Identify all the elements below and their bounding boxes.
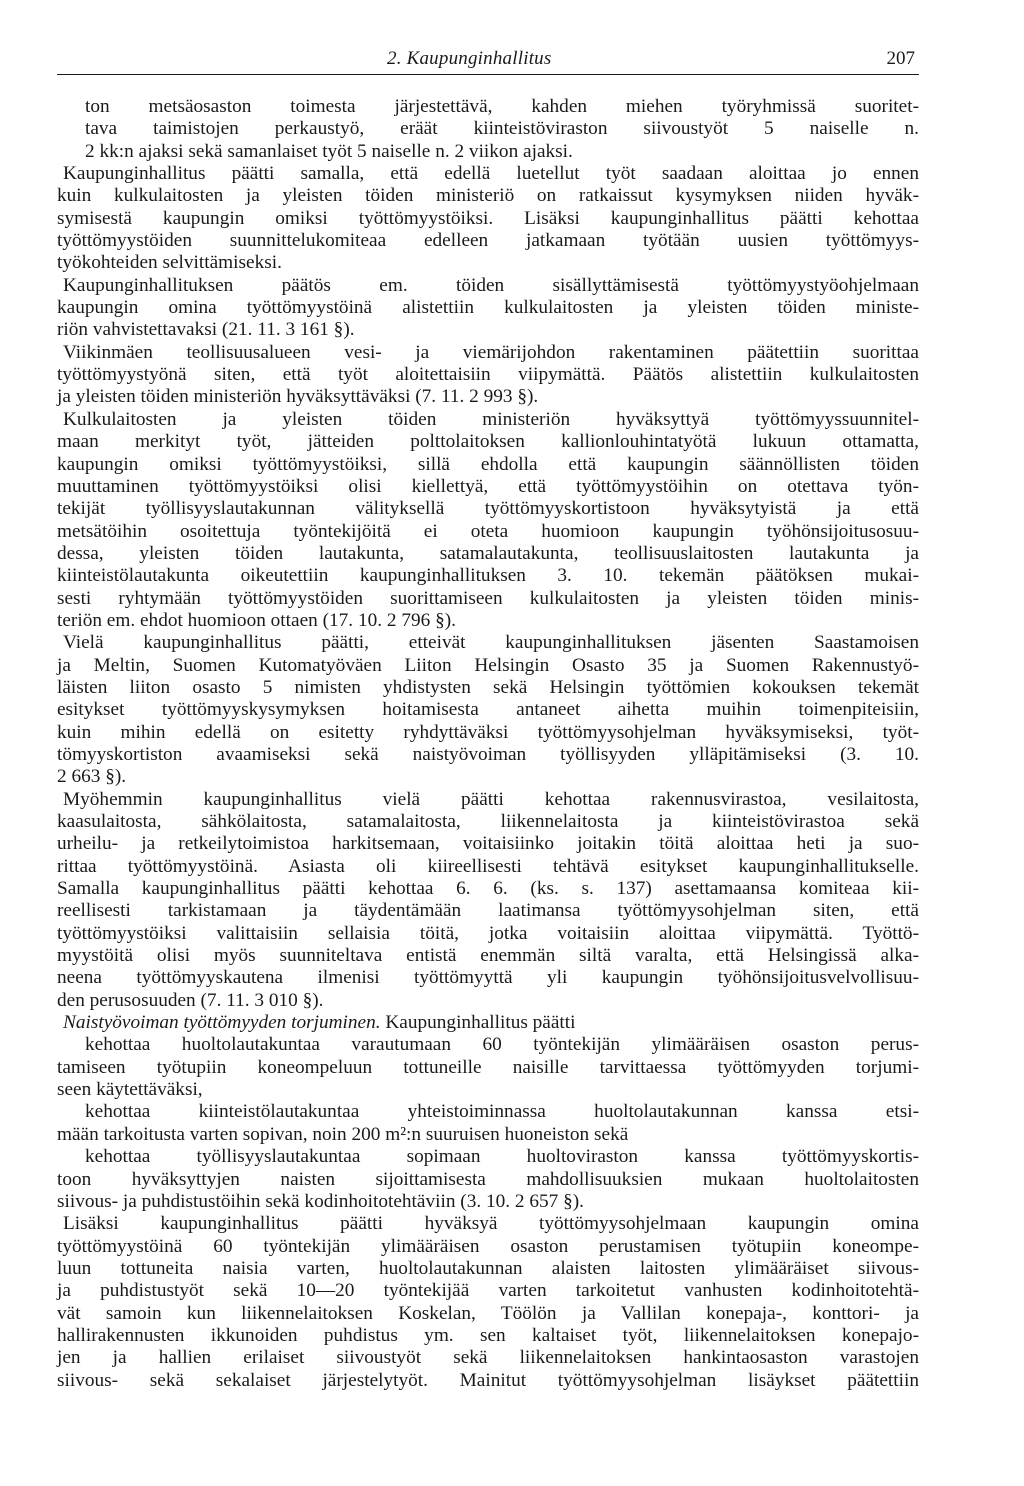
text-line: 2 663 §). [57, 766, 127, 788]
text-line: työttömyystöinä 60 työntekijän ylimääräisen osaston perustamisen työtupiin koneompe- [57, 1235, 919, 1257]
text-line: urheilu- ja retkeilytoimistoa harkitsemaan, voitaisiinko joitakin töitä aloittaa heti ja suo- [57, 833, 919, 855]
text-line: metsätöihin osoitettuja työntekijöitä ei oteta huomioon kaupungin työhönsijoitusosuu- [57, 520, 919, 542]
text-line: työttömyystöiden suunnittelukomiteaa edelleen jatkamaan työtään uusien työttömyys- [57, 230, 919, 252]
text-line: riön vahvistettavaksi (21. 11. 3 161 §). [57, 319, 355, 341]
text-line: muuttaminen työttömyystöiksi olisi kiellettyä, että työttömyystöihin on otettava työn- [57, 475, 919, 497]
text-line: tömyyskortiston avaamiseksi sekä naistyövoiman työllisyyden ylläpitämiseksi (3. 10. [57, 743, 919, 765]
text-line: Viikinmäen teollisuusalueen vesi- ja viemärijohdon rakentaminen päätettiin suorittaa [63, 341, 919, 363]
heading-continuation: Kaupunginhallitus päätti [380, 1012, 576, 1034]
text-line: kaasulaitosta, sähkölaitosta, satamalaitosta, liikennelaitosta ja kiinteistövirastoa sekä [57, 811, 919, 832]
text-line [57, 1012, 919, 1034]
text-line: den perusosuuden (7. 11. 3 010 §). [57, 989, 324, 1011]
text-line: sesti ryhtymään työttömyystöiden suorittamiseen kulkulaitosten ja yleisten töiden minis- [57, 587, 919, 609]
text-line: kuin mihin edellä on esitetty ryhdyttäväksi työttömyysohjelman hyväksymiseksi, työt- [57, 721, 919, 743]
text-line: reellisesti tarkistamaan ja täydentämään laatimansa työttömyysohjelman siten, että [57, 900, 919, 922]
text-line: hallirakennusten ikkunoiden puhdistus ym. sen kaltaiset työt, liikennelaitoksen konepajo- [57, 1324, 919, 1346]
text-line: kehottaa huoltolautakuntaa varautumaan 60 työntekijän ylimääräisen osaston perus- [85, 1034, 919, 1056]
text-line: symisestä kaupungin omiksi työttömyystöiksi. Lisäksi kaupunginhallitus päätti kehottaa [57, 207, 919, 229]
text-line: dessa, yleisten töiden lautakunta, satamalautakunta, teollisuuslaitosten lautakunta ja [57, 542, 919, 564]
text-line: Kulkulaitosten ja yleisten töiden ministeriön hyväksyttyä työttömyyssuunnitel- [63, 408, 919, 430]
text-line: neena työttömyyskautena ilmenisi työttömyyttä yli kaupungin työhönsijoitusvelvollisuu- [57, 967, 919, 989]
text-line: Samalla kaupunginhallitus päätti kehottaa 6. 6. (ks. s. 137) asettamaansa komiteaa kii- [57, 878, 919, 900]
text-line: Kaupunginhallituksen päätös em. töiden sisällyttämisestä työttömyystyöohjelmaan [63, 274, 919, 296]
text-line: tava taimistojen perkaustyö, eräät kiinteistöviraston siivoustyöt 5 naiselle n. [85, 118, 919, 140]
document-page [57, 0, 919, 1486]
text-line: työttömyystyönä siten, että työt aloitettaisiin viipymättä. Päätös alistettiin kulkulaitosten [57, 364, 919, 386]
text-line: luun tottuneita naisia varten, huoltolautakunnan alaisten laitosten ylimääräiset siivous- [57, 1257, 919, 1279]
text-line: Kaupunginhallitus päätti samalla, että edellä luetellut työt saadaan aloittaa jo ennen [63, 163, 919, 185]
text-line: Myöhemmin kaupunginhallitus vielä päätti kehottaa rakennusvirastoa, vesilaitosta, [63, 788, 919, 810]
running-title: 2. Kaupunginhallitus [387, 48, 552, 69]
text-line: maan merkityt työt, jätteiden polttolaitoksen kallionlouhintatyötä lukuun ottamatta, [57, 431, 919, 453]
text-line: kuin kulkulaitosten ja yleisten töiden ministeriö on ratkaissut kysymyksen niiden hyväk- [57, 185, 919, 207]
text-line: työkohteiden selvittämiseksi. [57, 252, 282, 274]
text-line: vät samoin kun liikennelaitoksen Koskelan, Töölön ja Vallilan konepaja-, konttori- ja [57, 1302, 919, 1324]
text-line: Vielä kaupunginhallitus päätti, etteivät kaupunginhallituksen jäsenten Saastamoisen [63, 632, 919, 654]
text-line: työttömyystöiksi valittaisiin sellaisia töitä, jotka voitaisiin aloittaa viipymättä. Työttö- [57, 922, 919, 944]
text-line: toon hyväksyttyjen naisten sijoittamisesta mahdollisuuksien mukaan huoltolaitosten [57, 1168, 919, 1190]
text-line: kiinteistölautakunta oikeutettiin kaupunginhallituksen 3. 10. tekemän päätöksen mukai- [57, 565, 919, 587]
text-line: kehottaa kiinteistölautakuntaa yhteistoiminnassa huoltolautakunnan kanssa etsi- [85, 1101, 919, 1123]
text-line: siivous- sekä sekalaiset järjestelytyöt. Mainitut työttömyysohjelman lisäykset päätettiin [57, 1369, 919, 1391]
page-header [57, 48, 919, 75]
text-line: myystöitä olisi myös suunniteltava entistä enemmän siltä varalta, että Helsingissä alka- [57, 945, 919, 967]
text-line: tamiseen työtupiin koneompeluun tottuneille naisille tarvittaessa työttömyyden torjumi- [57, 1056, 919, 1078]
body-text [57, 96, 919, 1392]
text-line: 2 kk:n ajaksi sekä samanlaiset työt 5 naiselle n. 2 viikon ajaksi. [85, 140, 573, 162]
text-line: seen käytettäväksi, [57, 1079, 203, 1101]
text-line: kehottaa työllisyyslautakuntaa sopimaan huoltoviraston kanssa työttömyyskortis- [85, 1146, 919, 1168]
text-line: teriön em. ehdot huomioon ottaen (17. 10. 2 796 §). [57, 609, 456, 631]
text-line: kaupungin omiksi työttömyystöiksi, sillä ehdolla että kaupungin säännöllisten töiden [57, 453, 919, 475]
text-line: ja Meltin, Suomen Kutomatyöväen Liiton Helsingin Osasto 35 ja Suomen Rakennustyö- [57, 654, 919, 676]
text-line: ja yleisten töiden ministeriön hyväksyttäväksi (7. 11. 2 993 §). [57, 386, 539, 408]
text-line: tekijät työllisyyslautakunnan välityksellä työttömyyskortistoon hyväksytyistä ja että [57, 498, 919, 520]
text-line: ja puhdistustyöt sekä 10—20 työntekijää varten tarkoitetut vanhusten kodinhoitotehtä- [57, 1280, 919, 1302]
text-line: mään tarkoitusta varten sopivan, noin 200 m²:n suuruisen huoneiston sekä [57, 1123, 629, 1145]
section-heading: Naistyövoiman työttömyyden torjuminen. [63, 1012, 381, 1034]
text-line: rittaa työttömyystöinä. Asiasta oli kiireellisesti tehtävä esitykset kaupunginhallitukselle. [57, 855, 919, 877]
page-number: 207 [886, 48, 915, 69]
text-line: esitykset työttömyyskysymyksen hoitamisesta antaneet aihetta muihin toimenpiteisiin, [57, 699, 919, 721]
text-line: läisten liiton osasto 5 nimisten yhdistysten sekä Helsingin työttömien kokouksen tekemät [57, 676, 919, 698]
text-line: ton metsäosaston toimesta järjestettävä, kahden miehen työryhmissä suoritet- [85, 96, 919, 117]
text-line: Lisäksi kaupunginhallitus päätti hyväksyä työttömyysohjelmaan kaupungin omina [63, 1213, 919, 1235]
text-line: siivous- ja puhdistustöihin sekä kodinhoitotehtäviin (3. 10. 2 657 §). [57, 1190, 584, 1212]
text-line: kaupungin omina työttömyystöinä alistettiin kulkulaitosten ja yleisten töiden ministe- [57, 297, 919, 319]
text-line: jen ja hallien erilaiset siivoustyöt sekä liikennelaitoksen hankintaosaston varastojen [57, 1347, 919, 1369]
